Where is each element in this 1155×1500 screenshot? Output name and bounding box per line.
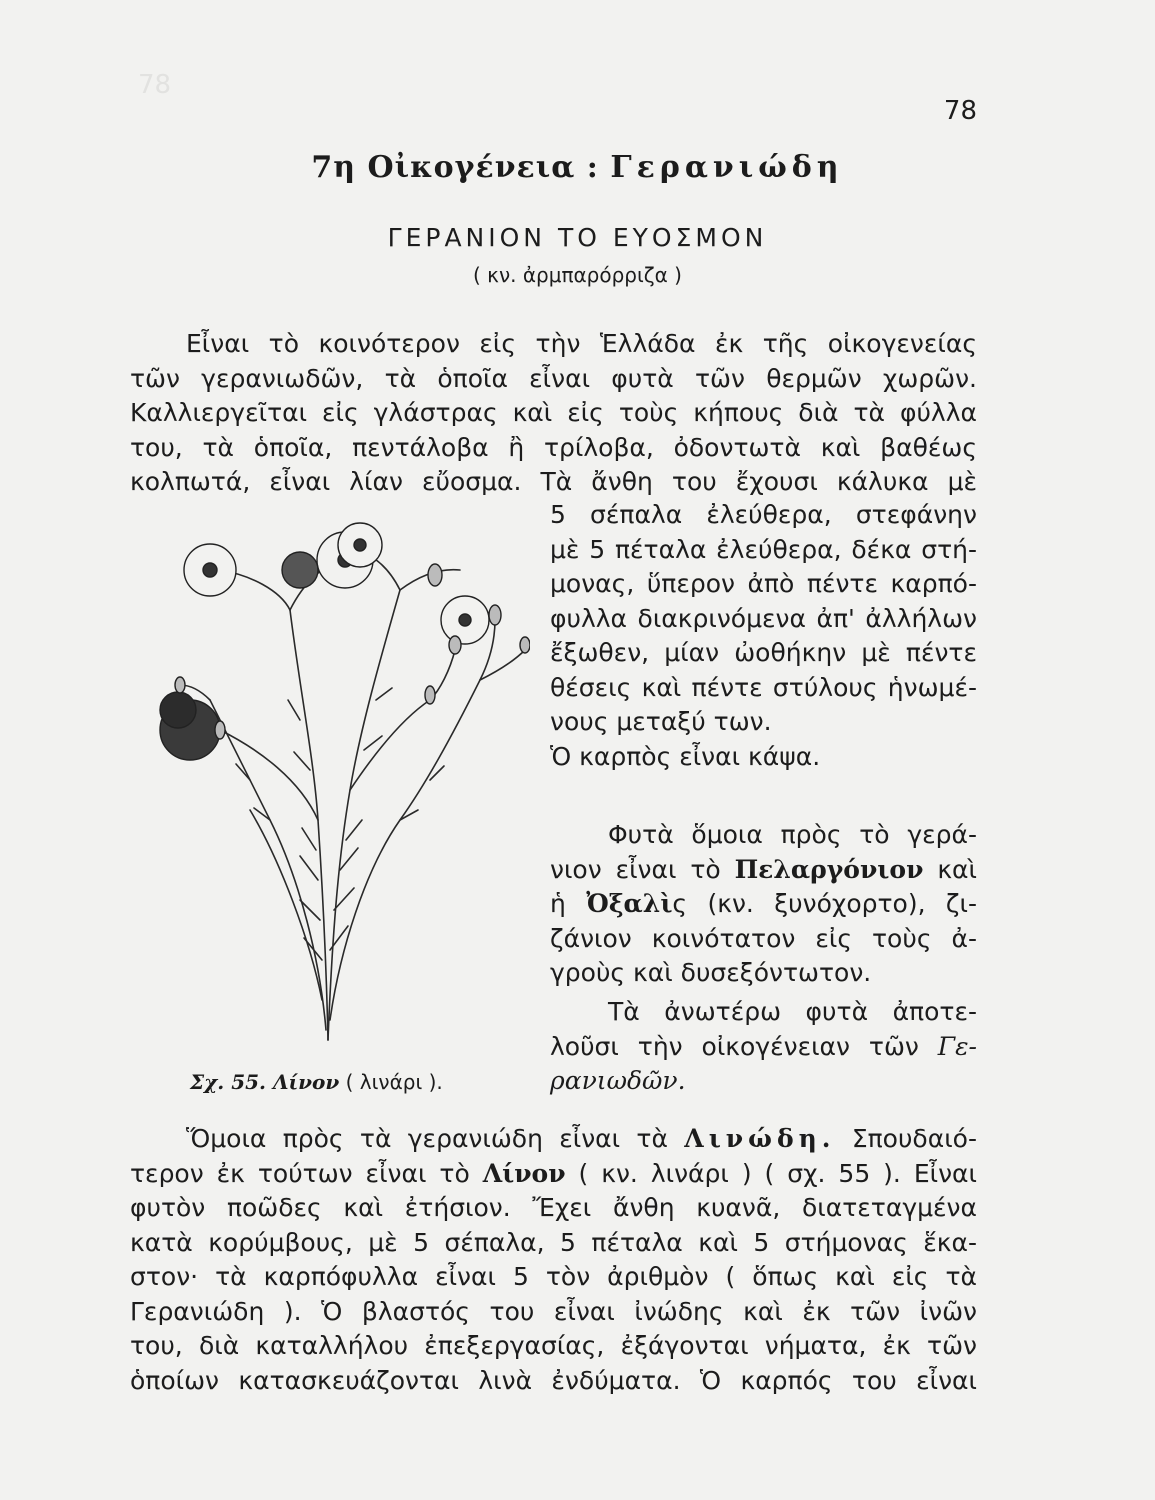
page-number: 78 — [943, 96, 977, 126]
text-fragment: ( κν. λινάρι ) ( σχ. 55 ). Εἶναι — [578, 1158, 977, 1188]
text-line: 5 σέπαλα ἐλεύθερα, στεφάνην — [550, 500, 977, 529]
term-linum: Λίνον — [482, 1158, 566, 1188]
text-fragment: Σπουδαιό- — [851, 1124, 977, 1153]
paragraph-family-summary — [550, 995, 977, 1099]
family-prefix: 7η Οἰκογένεια : — [311, 150, 599, 185]
text-line: τῶν γερανιωδῶν, τὰ ὁποῖα εἶναι φυτὰ τῶν θερμῶν χωρῶν. — [130, 363, 977, 393]
text-line — [130, 1157, 977, 1192]
caption-text: ( λινάρι ). — [345, 1070, 443, 1094]
text-line — [550, 853, 977, 888]
text-fragment: ς (κν. ξυνόχορτο), ζι- — [672, 889, 977, 918]
term-linaceae: Λινώδη. — [684, 1124, 836, 1153]
text-line: Φυτὰ ὅμοια πρὸς τὸ γερά- — [608, 820, 977, 849]
figure-caption — [190, 1070, 443, 1094]
family-name: Γερανιώδη — [610, 150, 844, 185]
text-line: φυλλα διακρινόμενα ἀπ' ἀλλήλων — [550, 603, 977, 633]
caption-label: Σχ. 55. Λίνον — [190, 1070, 340, 1094]
text-line: κατὰ κορύμβους, μὲ 5 σέπαλα, 5 πέταλα καὶ 5 στήμονας ἕκα- — [130, 1227, 977, 1257]
text-line: κολπωτά, εἶναι λίαν εὔοσμα. Τὰ ἄνθη του ἔχουσι κάλυκα μὲ — [130, 467, 977, 496]
text-line: ρανιωδῶν. — [550, 1066, 686, 1095]
text-line: Γερανιώδη ). Ὁ βλαστός του εἶναι ἰνώδης καὶ ἐκ τῶν ἰνῶν — [130, 1296, 977, 1326]
text-line: γροὺς καὶ δυσεξόντωτον. — [550, 958, 872, 987]
term-pelargonium: Πελαργόνιον — [734, 854, 924, 884]
text-line: ζάνιον κοινότατον εἰς τοὺς ἀ- — [550, 923, 977, 953]
term-geraniaceae: Γε- — [937, 1031, 977, 1061]
text-line: μονας, ὕπερον ἀπὸ πέντε καρπό- — [550, 569, 977, 598]
text-line: φυτὸν ποῶδες καὶ ἐτήσιον. Ἔχει ἄνθη κυανᾶ, διατεταγμένα — [130, 1193, 977, 1222]
text-fragment: τερον ἐκ τούτων εἶναι τὸ — [130, 1158, 470, 1188]
text-line: νους μεταξύ των. — [550, 707, 772, 736]
text-fragment: ἡ — [550, 889, 566, 918]
paragraph-similar-plants — [550, 818, 977, 991]
text-fragment: νιον εἶναι τὸ — [550, 854, 721, 884]
text-fragment: Ὅμοια πρὸς τὰ γερανιώδη εἶναι τὰ — [186, 1124, 668, 1153]
flax-illustration — [150, 520, 530, 1060]
text-line — [550, 1030, 977, 1065]
species-heading: ΓΕΡΑΝΙΟΝ ΤΟ ΕΥΟΣΜΟΝ — [387, 223, 768, 252]
text-fragment: λοῦσι τὴν οἰκογένειαν τῶν — [550, 1031, 919, 1061]
text-line: Τὰ ἀνωτέρω φυτὰ ἀποτε- — [608, 997, 977, 1026]
text-line: Καλλιεργεῖται εἰς γλάστρας καὶ εἰς τοὺς κήπους διὰ τὰ φύλλα — [130, 398, 977, 427]
paragraph-linaceae — [130, 1122, 977, 1398]
paragraph-geranium-intro — [130, 327, 977, 500]
text-line: Ὁ καρπὸς εἶναι κάψα. — [550, 741, 821, 771]
text-line — [550, 887, 977, 922]
term-oxalis: Ὀξαλὶ — [586, 889, 673, 918]
text-line: ἔξωθεν, μίαν ὠοθήκην μὲ πέντε — [550, 638, 977, 667]
text-fragment: καὶ — [937, 854, 977, 884]
text-line: του, διὰ καταλλήλου ἐπεξεργασίας, ἐξάγονται νήματα, ἐκ τῶν — [130, 1331, 977, 1360]
ghost-page-number: 78 — [138, 70, 172, 100]
family-heading — [0, 150, 1155, 185]
text-line: μὲ 5 πέταλα ἐλεύθερα, δέκα στή- — [550, 534, 977, 564]
text-line: ὁποίων κατασκευάζονται λινὰ ἐνδύματα. Ὁ καρπός του εἶναι — [130, 1365, 977, 1395]
text-line: θέσεις καὶ πέντε στύλους ἡνωμέ- — [550, 672, 977, 702]
text-line: στον· τὰ καρπόφυλλα εἶναι 5 τὸν ἀριθμὸν ( ὅπως καὶ εἰς τὰ — [130, 1262, 977, 1291]
common-name: ( κν. ἀρμπαρόρριζα ) — [473, 263, 682, 287]
text-line — [130, 1122, 977, 1157]
text-line: του, τὰ ὁποῖα, πεντάλοβα ἢ τρίλοβα, ὀδοντωτὰ καὶ βαθέως — [130, 432, 977, 462]
text-line: Εἶναι τὸ κοινότερον εἰς τὴν Ἑλλάδα ἐκ τῆς οἰκογενείας — [186, 329, 977, 358]
paragraph-flower-structure — [550, 498, 977, 774]
flax-drawing — [150, 520, 530, 1060]
